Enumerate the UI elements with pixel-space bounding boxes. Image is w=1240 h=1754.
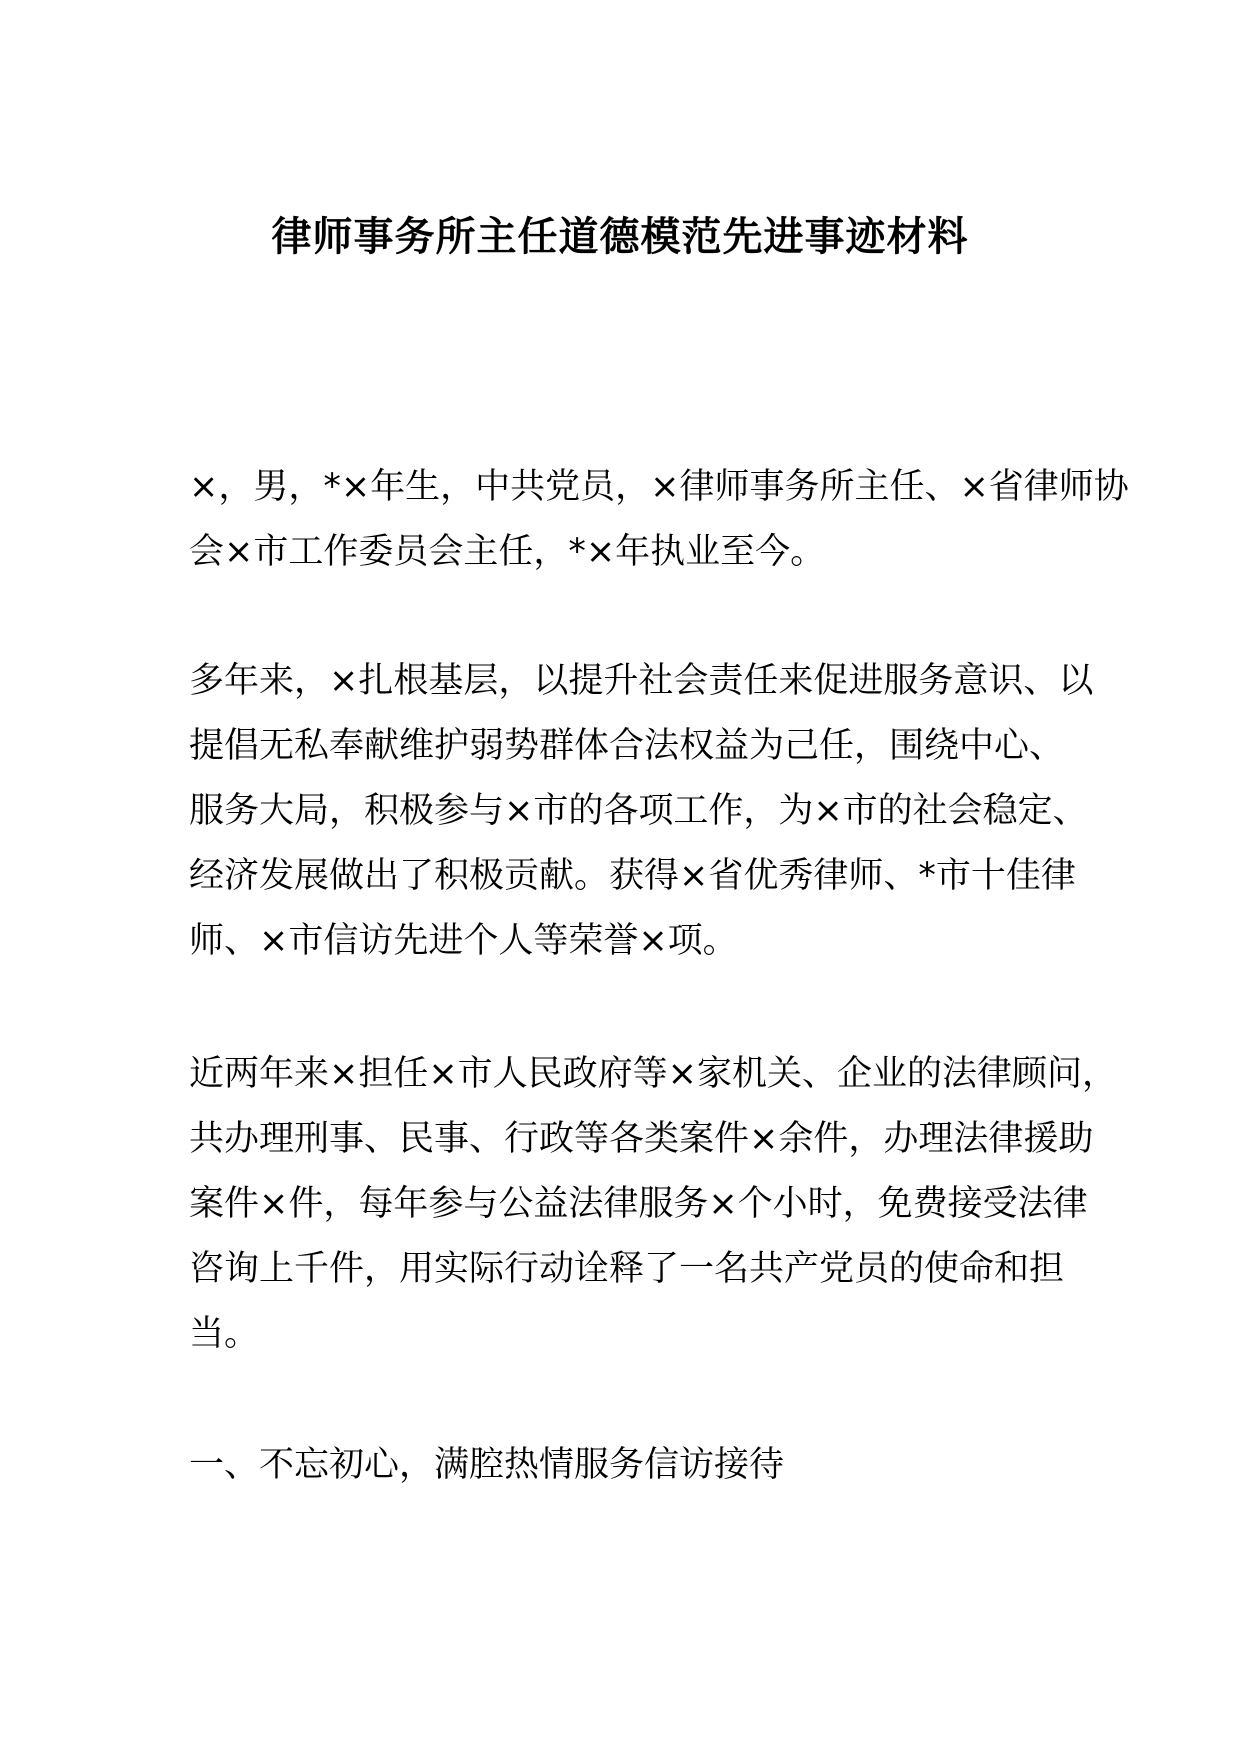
paragraph-line: 会×市工作委员会主任，*×年执业至今。 [189,532,826,572]
paragraph-line: 共办理刑事、民事、行政等各类案件×余件，办理法律援助 [189,1119,1094,1159]
paragraph-line: 咨询上千件，用实际行动诠释了一名共产党员的使命和担 [189,1249,1065,1289]
paragraph-line: 师、×市信访先进个人等荣誉×项。 [189,921,738,961]
paragraph-line: 当。 [189,1314,260,1354]
paragraph-line: ×，男，*×年生，中共党员，×律师事务所主任、×省律师协 [189,467,1129,507]
document-title: 律师事务所主任道德模范先进事迹材料 [271,214,969,260]
paragraph-line: 提倡无私奉献维护弱势群体合法权益为己任，围绕中心、 [189,726,1065,766]
section-heading: 一、不忘初心，满腔热情服务信访接待 [189,1445,785,1485]
paragraph-line: 经济发展做出了积极贡献。获得×省优秀律师、*市十佳律 [189,856,1076,896]
paragraph-line: 多年来，×扎根基层，以提升社会责任来促进服务意识、以 [189,661,1094,701]
paragraph-line: 案件×件，每年参与公益法律服务×个小时，免费接受法律 [189,1184,1088,1224]
paragraph-line: 服务大局，积极参与×市的各项工作，为×市的社会稳定、 [189,791,1088,831]
paragraph-line: 近两年来×担任×市人民政府等×家机关、企业的法律顾问， [189,1054,1117,1094]
